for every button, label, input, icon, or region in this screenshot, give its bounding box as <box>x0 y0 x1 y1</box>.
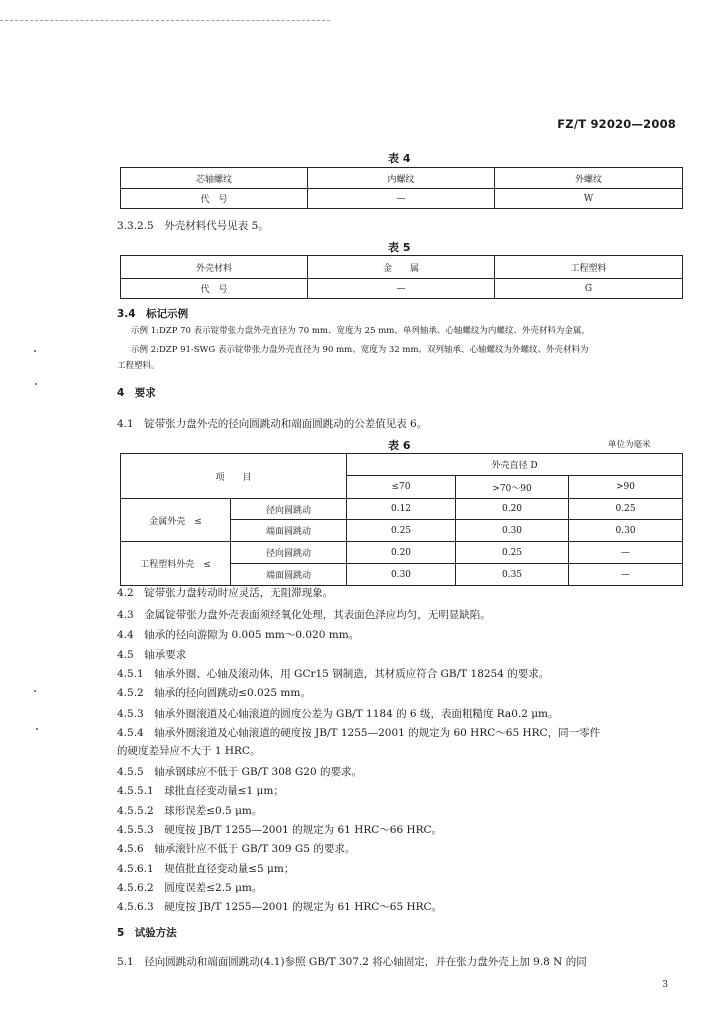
table-row <box>121 256 683 279</box>
table6-diameter-header: 外壳直径 D <box>347 454 683 476</box>
table4-header-cell: 外螺纹 <box>495 168 683 189</box>
clause-4-5-6-3: 4.5.6.3 硬度按 JB/T 1255—2001 的规定为 61 HRC～65 HRC。 <box>117 901 443 913</box>
clause-4-5-1: 4.5.1 轴承外圈、心轴及滚动体，用 GCr15 钢制造，其材质应符合 GB/T 18254 的要求。 <box>117 668 550 680</box>
table-row <box>121 542 683 564</box>
table5-cell: — <box>308 279 495 299</box>
table6-cell: 0.12 <box>347 499 456 520</box>
table6-cell: — <box>569 564 683 586</box>
clause-4-5-4-cont: 的硬度差异应不大于 1 HRC。 <box>117 745 261 757</box>
section-5-heading: 5 试验方法 <box>117 927 177 939</box>
table6-cell: 0.35 <box>456 564 569 586</box>
clause-4-5-5-1: 4.5.5.1 球批直径变动量≤1 μm； <box>117 785 284 797</box>
scan-speck <box>36 728 38 730</box>
table6-row-label: 端面圆跳动 <box>231 520 347 542</box>
marking-example-1: 示例 1:DZP 70 表示锭带张力盘外壳直径为 70 mm、宽度为 25 mm、单列轴承、心轴螺纹为内螺纹、外壳材料为金属。 <box>131 326 590 336</box>
table-row <box>121 454 683 476</box>
table5-cell: G <box>495 279 683 299</box>
table6-group-label: 工程塑料外壳 ≤ <box>121 542 231 586</box>
top-scan-line <box>0 20 330 21</box>
table6-cell: 0.25 <box>347 520 456 542</box>
table6-group-label: 金属外壳 ≤ <box>121 499 231 542</box>
clause-4-5-5-3: 4.5.5.3 硬度按 JB/T 1255—2001 的规定为 61 HRC～66 HRC。 <box>117 824 443 836</box>
table5-caption: 表 5 <box>388 241 411 254</box>
table4-header-cell: 内螺纹 <box>308 168 495 189</box>
clause-4-5-6-2: 4.5.6.2 圆度误差≤2.5 μm。 <box>117 882 263 894</box>
table4-header-cell: 芯轴螺纹 <box>121 168 308 189</box>
clause-4-5-4: 4.5.4 轴承外圈滚道及心轴滚道的硬度按 JB/T 1255—2001 的规定为 60 HRC～65 HRC，同一零件 <box>117 727 601 739</box>
standard-number: FZ/T 92020—2008 <box>557 117 676 131</box>
clause-4-5-5-2: 4.5.5.2 球形误差≤0.5 μm。 <box>117 805 263 817</box>
table-row <box>121 168 683 189</box>
table5-header-cell: 金 属 <box>308 256 495 279</box>
table5-cell: 代 号 <box>121 279 308 299</box>
marking-example-2-cont: 工程塑料。 <box>117 361 160 371</box>
table6-item-header: 项 目 <box>121 454 347 499</box>
table6-cell: 0.20 <box>456 499 569 520</box>
scan-speck <box>34 350 36 352</box>
clause-4-3: 4.3 金属锭带张力盘外壳表面须经氧化处理，其表面色泽应均匀，无明显缺陷。 <box>117 609 491 621</box>
table6-cell: — <box>569 542 683 564</box>
clause-4-2: 4.2 锭带张力盘转动时应灵活，无阻滞现象。 <box>117 587 334 599</box>
clause-5-1: 5.1 径向圆跳动和端面圆跳动(4.1)参照 GB/T 307.2 将心轴固定，并在张力盘外壳上加 9.8 N 的同 <box>117 956 587 968</box>
table4-cell: 代 号 <box>121 189 308 209</box>
table5-header-cell: 外壳材料 <box>121 256 308 279</box>
table6-cell: 0.30 <box>456 520 569 542</box>
table6-cell: 0.30 <box>569 520 683 542</box>
clause-3-3-2-5: 3.3.2.5 外壳材料代号见表 5。 <box>117 220 269 232</box>
scan-speck <box>35 383 37 385</box>
clause-4-5-6: 4.5.6 轴承滚针应不低于 GB/T 309 G5 的要求。 <box>117 843 356 855</box>
table5 <box>120 255 683 299</box>
table5-header-cell: 工程塑料 <box>495 256 683 279</box>
table4 <box>120 167 683 209</box>
table6-cell: 0.25 <box>569 499 683 520</box>
clause-4-5-6-1: 4.5.6.1 规值批直径变动量≤5 μm； <box>117 863 295 875</box>
table4-cell: — <box>308 189 495 209</box>
table4-caption: 表 4 <box>388 152 411 165</box>
clause-4-5-5: 4.5.5 轴承钢球应不低于 GB/T 308 G20 的要求。 <box>117 766 363 778</box>
table6-column-header: ≤70 <box>347 476 456 499</box>
table6-caption: 表 6 <box>388 439 411 452</box>
table6-row-label: 端面圆跳动 <box>231 564 347 586</box>
scan-speck <box>34 690 36 692</box>
section-4-heading: 4 要求 <box>117 387 156 399</box>
marking-example-2: 示例 2:DZP 91-SWG 表示锭带张力盘外壳直径为 90 mm、宽度为 32 mm、双列轴承、心轴螺纹为外螺纹、外壳材料为 <box>131 345 589 355</box>
table-row <box>121 189 683 209</box>
table6-unit: 单位为毫米 <box>608 440 651 450</box>
table6 <box>120 453 683 586</box>
page-number: 3 <box>662 980 668 990</box>
clause-4-5-2: 4.5.2 轴承的径向圆跳动≤0.025 mm。 <box>117 687 311 699</box>
clause-4-4: 4.4 轴承的径向游隙为 0.005 mm～0.020 mm。 <box>117 629 360 641</box>
table6-column-header: >90 <box>569 476 683 499</box>
table6-column-header: >70～90 <box>456 476 569 499</box>
table-row <box>121 279 683 299</box>
table6-row-label: 径向圆跳动 <box>231 499 347 520</box>
clause-4-5: 4.5 轴承要求 <box>117 649 187 661</box>
table-row <box>121 499 683 520</box>
clause-4-5-3: 4.5.3 轴承外圈滚道及心轴滚道的圆度公差为 GB/T 1184 的 6 级，表面粗糙度 Ra0.2 μm。 <box>117 708 559 720</box>
table4-cell: W <box>495 189 683 209</box>
table6-cell: 0.25 <box>456 542 569 564</box>
section-3-4-heading: 3.4 标记示例 <box>117 308 189 320</box>
table6-row-label: 径向圆跳动 <box>231 542 347 564</box>
table6-cell: 0.20 <box>347 542 456 564</box>
table6-cell: 0.30 <box>347 564 456 586</box>
clause-4-1: 4.1 锭带张力盘外壳的径向圆跳动和端面圆跳动的公差值见表 6。 <box>117 418 428 430</box>
